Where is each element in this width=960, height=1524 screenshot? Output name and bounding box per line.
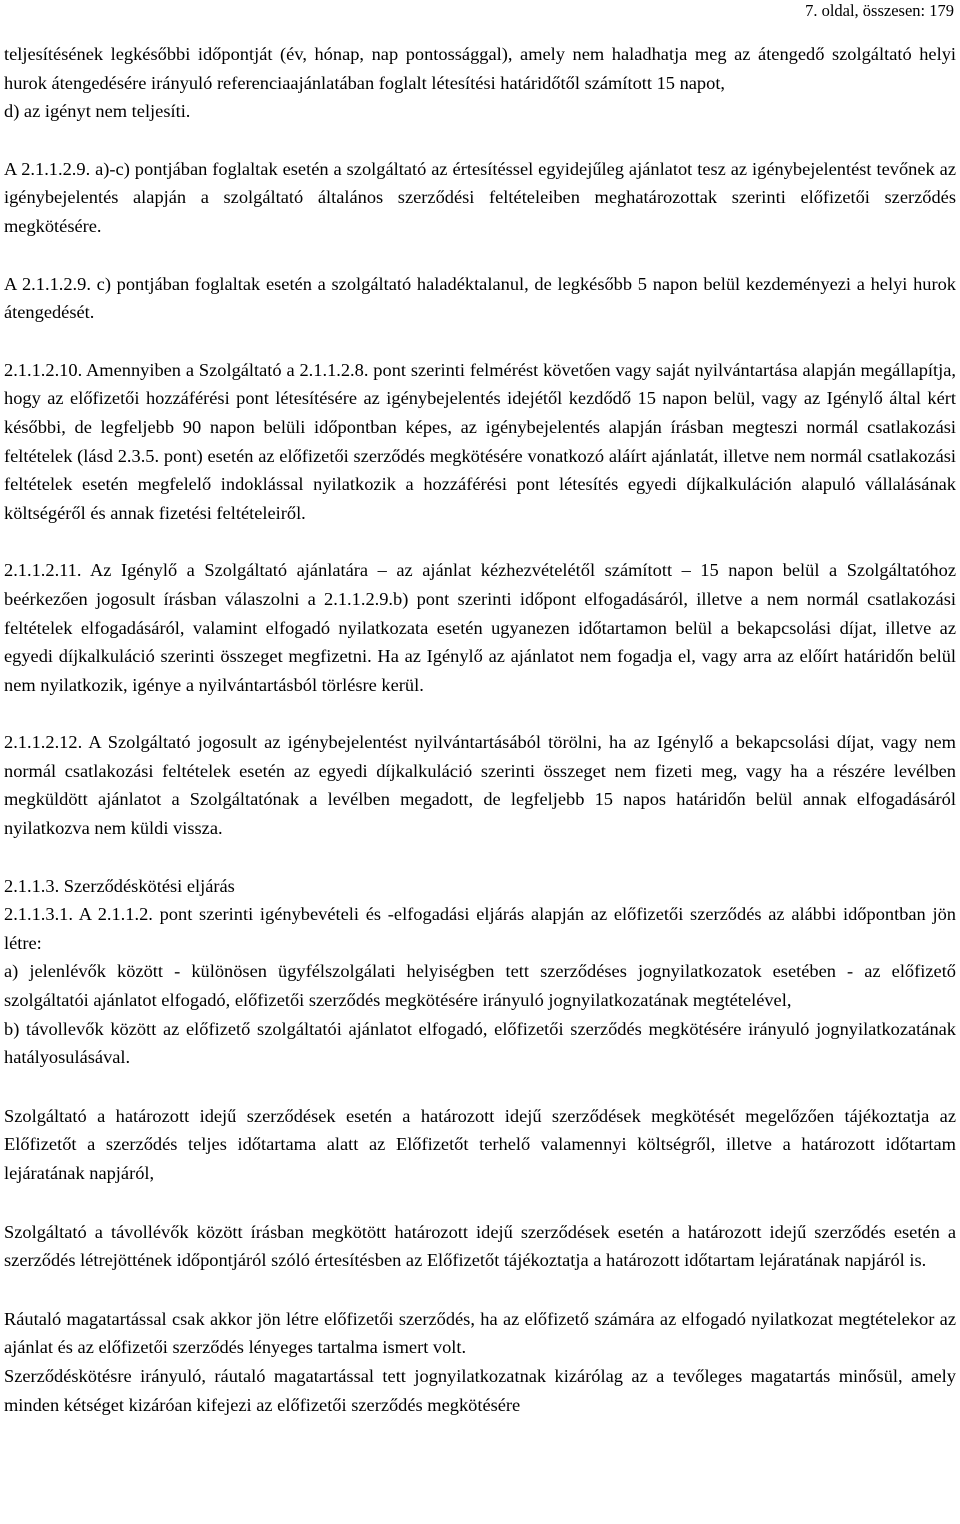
paragraph-offer-c: A 2.1.1.2.9. c) pontjában foglaltak esetén a szolgáltató haladéktalanul, de legkésőbb 5 napon belül kezdeményezi a helyi hurok átengedését. <box>4 273 956 323</box>
paragraph-2-1-1-2-11: 2.1.1.2.11. Az Igénylő a Szolgáltató ajánlatára – az ajánlat kézhezvételétől számított – 15 napon belül a Szolgáltatóhoz beérkezően jogosult írásban válaszolni a 2.1.1.2.9.b) pont szerinti időpont elfogadásáról, illetve a nem normál csatlakozási feltételek elfogadásáról, valamint elfogadó nyilatkozata esetén ugyanezen időtartamon belül a bekapcsolási díjat, illetve az egyedi díjkalkuláció szerinti összeget megfizetni. Ha az Igénylő az ajánlatot nem fogadja el, vagy arra az előírt határidőn belül nem nyilatkozik, igénye a nyilvántartásból törlésre kerül. <box>4 560 956 695</box>
paragraph-implied-declaration: Szerződéskötésre irányuló, ráutaló magatartással tett jognyilatkozatnak kizárólag az a tevőleges magatartás minősül, amely minden kétséget kizáróan kifejezi az előfizetői szerződés megkötésére <box>4 1365 956 1415</box>
paragraph-offer-a-c: A 2.1.1.2.9. a)-c) pontjában foglaltak esetén a szolgáltató az értesítéssel egyidejűleg ajánlatot tesz az igénybejelentést tevőnek az igénybejelentés alapján a szolgáltató általános szerződési feltételeiben meghatározottak szerinti előfizetői szerződés megkötésére. <box>4 158 956 236</box>
paragraph-2-1-1-3-1: 2.1.1.3.1. A 2.1.1.2. pont szerinti igénybevételi és -elfogadási eljárás alapján az előfizetői szerződés az alábbi időpontban jön létre: <box>4 904 956 953</box>
paragraph-fixed-term-info: Szolgáltató a határozott idejű szerződések esetén a határozott idejű szerződések megkötését megelőzően tájékoztatja az Előfizetőt a szerződés teljes időtartama alatt az Előfizetőt terhelő valamennyi költségről, illetve a határozott időtartam lejáratának napjáról, <box>4 1105 956 1183</box>
paragraph-2-1-1-2-10: 2.1.1.2.10. Amennyiben a Szolgáltató a 2.1.1.2.8. pont szerinti felmérést követően vagy saját nyilvántartása alapján megállapítja, hogy az előfizetői hozzáférési pont létesítésére az igénybejelentés idejétől kezdődő 15 napon belül, vagy az Igénylő által kért későbbi, de legfeljebb 90 napon belüli időpontban képes, az igénybejelentés alapján írásban megteszi normál csatlakozási feltételek (lásd 2.3.5. pont) esetén az előfizetői szerződés megkötésére vonatkozó aláírt ajánlatát, illetve nem normál csatlakozási feltételek esetén megfelelő indoklással nyilatkozik a hozzáférési pont létesítés egyedi díjkalkuláción alapuló vállalásának költségéről és annak fizetési feltételeiről. <box>4 359 956 523</box>
list-item-a: a) jelenlévők között - különösen ügyfélszolgálati helyiségben tett szerződéses jognyilatkozatok esetében - az előfizető szolgáltatói ajánlatot elfogadó, előfizetői szerződés megkötésére irányuló jognyilatkozatának megtételével, <box>4 961 956 1011</box>
paragraph-service-deadline: teljesítésének legkésőbbi időpontját (év, hónap, nap pontossággal), amely nem haladhatja meg az átengedő szolgáltató helyi hurok átengedésére irányuló referenciaajánlatában foglalt létesítési határidőtől számított 15 napot, <box>4 44 956 93</box>
document-body <box>4 40 956 1419</box>
paragraph-implied-conduct: Ráutaló magatartással csak akkor jön létre előfizetői szerződés, ha az előfizető számára az elfogadó nyilatkozat megtételekor az ajánlat és az előfizetői szerződés lényeges tartalma ismert volt. <box>4 1308 956 1358</box>
paragraph-2-1-1-2-12: 2.1.1.2.12. A Szolgáltató jogosult az igénybejelentést nyilvántartásából törölni, ha az Igénylő a bekapcsolási díjat, vagy nem normál csatlakozási feltételek esetén az egyedi díjkalkuláció szerinti összeget nem fizeti meg, vagy ha a részére levélben megküldött ajánlatot a Szolgáltatónak a levélben megadott, de legfeljebb 15 napos határidőn belül annak elfogadásáról nyilatkozva nem küldi vissza. <box>4 732 956 839</box>
paragraph-remote-fixed-term: Szolgáltató a távollévők között írásban megkötött határozott idejű szerződések esetén a határozott idejű szerződés esetén a szerződés létrejöttének időpontjáról szóló értesítésben az Előfizetőt tájékoztatja a határozott időtartam lejáratának napjáról is. <box>4 1221 956 1271</box>
page-number-header: 7. oldal, összesen: 179 <box>805 1 954 20</box>
list-item-b: b) távollevők között az előfizető szolgáltatói ajánlatot elfogadó, előfizetői szerződés megkötésére irányuló jognyilatkozatának hatályosulásával. <box>4 1018 956 1068</box>
section-heading-2-1-1-3: 2.1.1.3. Szerződéskötési eljárás <box>4 875 235 896</box>
paragraph-item-d: d) az igényt nem teljesíti. <box>4 101 191 122</box>
